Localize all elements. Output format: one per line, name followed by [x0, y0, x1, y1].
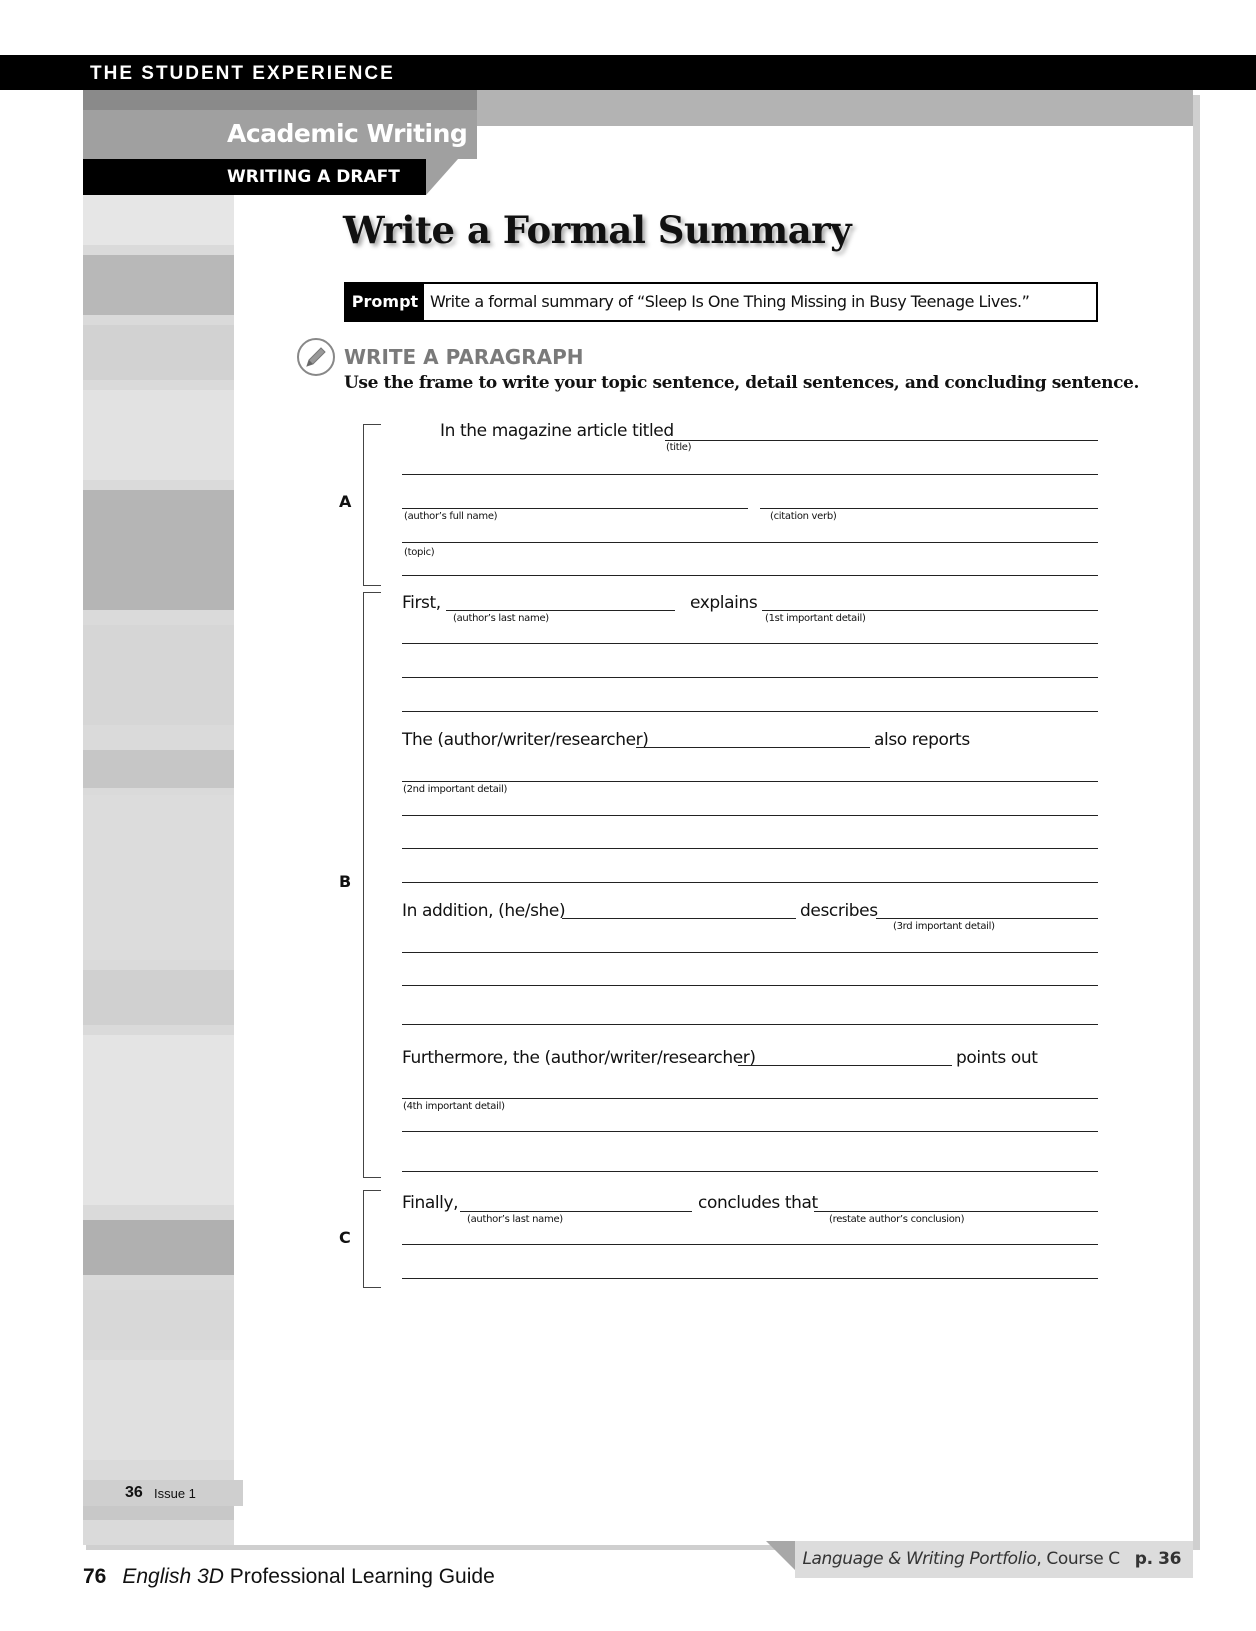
blank-line[interactable] [402, 848, 1098, 849]
frame-text: In addition, (he/she) [402, 901, 566, 921]
frame-text: Finally, [402, 1193, 459, 1213]
blank-label: (citation verb) [770, 511, 837, 522]
pencil-icon [296, 337, 336, 377]
frame-text: The (author/writer/researcher) [402, 730, 649, 750]
blank-label: (3rd important detail) [893, 921, 995, 932]
blank-label: (author’s full name) [404, 511, 498, 522]
section-c-label: C [339, 1228, 351, 1247]
footer-text: Professional Learning Guide [223, 1565, 495, 1588]
footer-brand: English 3D [122, 1565, 224, 1588]
author-blank[interactable] [402, 508, 748, 509]
page-number: 76 [83, 1565, 107, 1588]
blank-label: (title) [666, 442, 692, 453]
blank-label: (author’s last name) [467, 1214, 563, 1225]
frame-text: points out [956, 1048, 1038, 1068]
author-blank[interactable] [738, 1065, 952, 1066]
prompt-box [344, 282, 1098, 322]
blank-label: (4th important detail) [403, 1101, 505, 1112]
left-strip [83, 90, 234, 1545]
author-blank[interactable] [636, 747, 870, 748]
portfolio-page: p. 36 [1134, 1549, 1181, 1569]
detail3-blank[interactable] [876, 918, 1098, 919]
section-a-label: A [339, 492, 352, 511]
issue-label: Issue 1 [154, 1486, 196, 1501]
blank-label: (2nd important detail) [403, 784, 508, 795]
blank-line[interactable] [402, 474, 1098, 475]
blank-line[interactable] [402, 1244, 1098, 1245]
topic-blank[interactable] [402, 542, 1098, 543]
issue-tab [83, 1480, 243, 1506]
blank-line[interactable] [402, 677, 1098, 678]
frame-text: In the magazine article titled [440, 421, 674, 441]
section-heading: WRITE A PARAGRAPH [344, 345, 584, 369]
frame-text: Furthermore, the (author/writer/researcher) [402, 1048, 756, 1068]
author-last-blank[interactable] [460, 1211, 692, 1212]
portfolio-course: , Course C [1036, 1549, 1120, 1569]
blank-line[interactable] [402, 815, 1098, 816]
frame-text: describes [800, 901, 878, 921]
blank-line[interactable] [402, 711, 1098, 712]
detail4-blank[interactable] [402, 1098, 1098, 1099]
tab-label: Academic Writing [227, 119, 468, 148]
blank-label: (author’s last name) [453, 613, 549, 624]
blank-label: (1st important detail) [765, 613, 866, 624]
author-last-blank[interactable] [446, 610, 675, 611]
author-blank[interactable] [562, 918, 796, 919]
frame-text: explains [690, 593, 758, 613]
blank-line[interactable] [402, 1171, 1098, 1172]
portfolio-tab [795, 1541, 1193, 1578]
blank-line[interactable] [402, 643, 1098, 644]
blank-line[interactable] [402, 575, 1098, 576]
tab-top [83, 90, 477, 110]
title-blank[interactable] [665, 440, 1098, 441]
bracket-a [363, 424, 381, 586]
academic-writing-tab [83, 110, 477, 159]
issue-number: 36 [125, 1484, 143, 1501]
portfolio-title: Language & Writing Portfolio [802, 1549, 1037, 1569]
blank-line[interactable] [402, 1131, 1098, 1132]
prompt-label: Prompt [346, 284, 424, 320]
blank-line[interactable] [402, 882, 1098, 883]
detail2-blank[interactable] [402, 781, 1098, 782]
banner-text: THE STUDENT EXPERIENCE [90, 63, 395, 84]
frame-text: First, [402, 593, 441, 613]
blank-line[interactable] [402, 1278, 1098, 1279]
bracket-b [363, 592, 381, 1178]
subtab-label: WRITING A DRAFT [227, 167, 400, 187]
tab-notch [426, 159, 458, 195]
blank-line[interactable] [402, 952, 1098, 953]
prompt-text: Write a formal summary of “Sleep Is One Thing Missing in Busy Teenage Lives.” [430, 292, 1030, 311]
bracket-c [363, 1190, 381, 1288]
page-title: Write a Formal Summary [343, 208, 852, 252]
top-banner [0, 55, 1256, 90]
blank-line[interactable] [402, 1024, 1098, 1025]
section-b-label: B [339, 872, 352, 891]
conclusion-blank[interactable] [814, 1211, 1098, 1212]
page-footer [83, 1565, 495, 1589]
frame-text: concludes that [698, 1193, 818, 1213]
frame-text: also reports [874, 730, 970, 750]
blank-line[interactable] [402, 985, 1098, 986]
verb-blank[interactable] [760, 508, 1098, 509]
blank-label: (topic) [404, 547, 435, 558]
portfolio-label [802, 1549, 1181, 1569]
detail1-blank[interactable] [762, 610, 1098, 611]
instructions: Use the frame to write your topic sentence, detail sentences, and concluding sentence. [344, 373, 1139, 393]
blank-label: (restate author’s conclusion) [829, 1214, 965, 1225]
writing-draft-bar [83, 159, 426, 195]
portfolio-notch [766, 1541, 796, 1571]
